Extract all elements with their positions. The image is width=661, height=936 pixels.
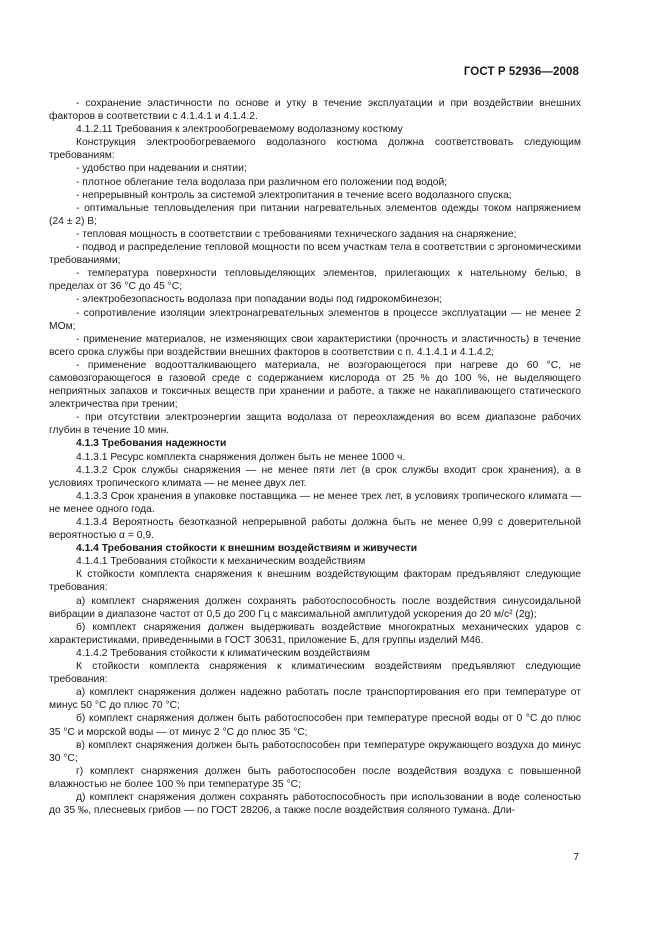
list-item: г) комплект снаряжения должен быть работоспособен после воздействия воздуха с повышенной влажностью не более 100 % при температуре 35 °С; bbox=[49, 765, 581, 790]
list-item: - удобство при надевании и снятии; bbox=[76, 163, 247, 175]
list-item: - плотное облегание тела водолаза при различном его положении под водой; bbox=[76, 176, 448, 188]
paragraph-mechanical-requirements: К стойкости комплекта снаряжения к внешним воздействующим факторам предъявляют следующие требования: bbox=[49, 569, 581, 594]
list-item: - электробезопасность водолаза при попадании воды под гидрокомбинезон; bbox=[76, 294, 443, 306]
section-heading-4-1-4-1: 4.1.4.1 Требования стойкости к механическим воздействиям bbox=[76, 556, 366, 568]
list-item: д) комплект снаряжения должен сохранять работоспособность при использовании в воде соленостью до 35 ‰, плесневых грибов — по ГОСТ 28206, а также после воздействия соляного тумана. Дли- bbox=[49, 791, 581, 817]
clause-4-1-3-3: 4.1.3.3 Срок хранения в упаковке поставщика — не менее трех лет, в условиях тропического климата — не менее одного года. bbox=[49, 490, 581, 515]
clause-4-1-3-2: 4.1.3.2 Срок службы снаряжения — не менее пяти лет (в срок службы входит срок хранения), а в условиях тропического климата — не менее двух лет. bbox=[49, 464, 581, 489]
list-item: б) комплект снаряжения должен быть работоспособен при температуре пресной воды от 0 °С до плюс 35 °С и морской воды — от минус 2 °С до плюс 35 °С; bbox=[49, 713, 581, 738]
paragraph-elasticity: - сохранение эластичности по основе и утку в течение эксплуатации и при воздействии внешних факторов в соответствии с 4.1.4.1 и 4.1.4.2. bbox=[49, 98, 581, 123]
clause-4-1-3-4: 4.1.3.4 Вероятность безотказной непрерывной работы должна быть не менее 0,99 с доверительной вероятностью α = 0,9. bbox=[49, 517, 581, 542]
list-item: - тепловая мощность в соответствии с требованиями технического задания на снаряжение; bbox=[76, 228, 517, 240]
clause-4-1-3-1: 4.1.3.1 Ресурс комплекта снаряжения должен быть не менее 1000 ч. bbox=[76, 451, 406, 463]
list-item: - оптимальные тепловыделения при питании нагревательных элементов одежды током напряжением (24 ± 2) В; bbox=[49, 202, 581, 227]
list-item: б) комплект снаряжения должен выдерживать воздействие многократных механических ударов с характеристиками, приведенными в ГОСТ 30631, приложение Б, для группы изделий М46. bbox=[49, 621, 581, 646]
list-item: - непрерывный контроль за системой электропитания в течение всего водолазного спуска; bbox=[76, 189, 512, 201]
section-heading-4-1-2-11: 4.1.2.11 Требования к электрообогреваемому водолазному костюму bbox=[76, 124, 403, 136]
section-heading-4-1-4: 4.1.4 Требования стойкости к внешним воздействиям и живучести bbox=[76, 543, 418, 555]
document-body bbox=[49, 97, 581, 817]
paragraph-climatic-requirements: К стойкости комплекта снаряжения к климатическим воздействиям предъявляют следующие требования: bbox=[49, 661, 581, 686]
list-item: - подвод и распределение тепловой мощности по всем участкам тела в соответствии с эргономическими требованиями; bbox=[49, 242, 581, 267]
section-heading-4-1-4-2: 4.1.4.2 Требования стойкости к климатическим воздействиям bbox=[76, 647, 370, 659]
list-item: - при отсутствии электроэнергии защита водолаза от переохлаждения во всем диапазоне рабочих глубин в течение 10 мин. bbox=[49, 412, 581, 437]
list-item: - применение водоотталкивающего материала, не возгорающегося при нагреве до 60 °С, не самовозгорающегося в газовой среде с содержанием кислорода от 25 % до 100 %, не выделяющего неприятных запахов и токсичных веществ при хранении и работе, а также не накапливающего статического электричества при трении; bbox=[49, 359, 581, 411]
page-number: 7 bbox=[573, 852, 579, 863]
list-item: а) комплект снаряжения должен сохранять работоспособность после воздействия синусоидальной вибрации в диапазоне частот от 0,5 до 200 Гц с максимальной амплитудой ускорения до 20 м/с² (2g); bbox=[49, 595, 581, 620]
list-item: - температура поверхности тепловыделяющих элементов, прилегающих к нательному белью, в пределах от 36 °С до 45 °С; bbox=[49, 268, 581, 293]
list-item: - применение материалов, не изменяющих свои характеристики (прочность и эластичность) в течение всего срока службы при воздействии внешних факторов в соответствии с п. 4.1.4.1 и 4.1.4.2; bbox=[49, 333, 581, 358]
document-number: ГОСТ Р 52936—2008 bbox=[463, 66, 579, 78]
paragraph-suit-construction: Конструкция электрообогреваемого водолазного костюма должна соответствовать следующим требованиям: bbox=[49, 137, 581, 162]
section-heading-4-1-3: 4.1.3 Требования надежности bbox=[76, 438, 227, 450]
list-item: - сопротивление изоляции электронагревательных элементов в процессе эксплуатации — не менее 2 МОм; bbox=[49, 307, 581, 332]
list-item: в) комплект снаряжения должен быть работоспособен при температуре окружающего воздуха до минус 30 °С; bbox=[49, 739, 581, 764]
list-item: а) комплект снаряжения должен надежно работать после транспортирования его при температуре от минус 50 °С до плюс 70 °С; bbox=[49, 687, 581, 712]
